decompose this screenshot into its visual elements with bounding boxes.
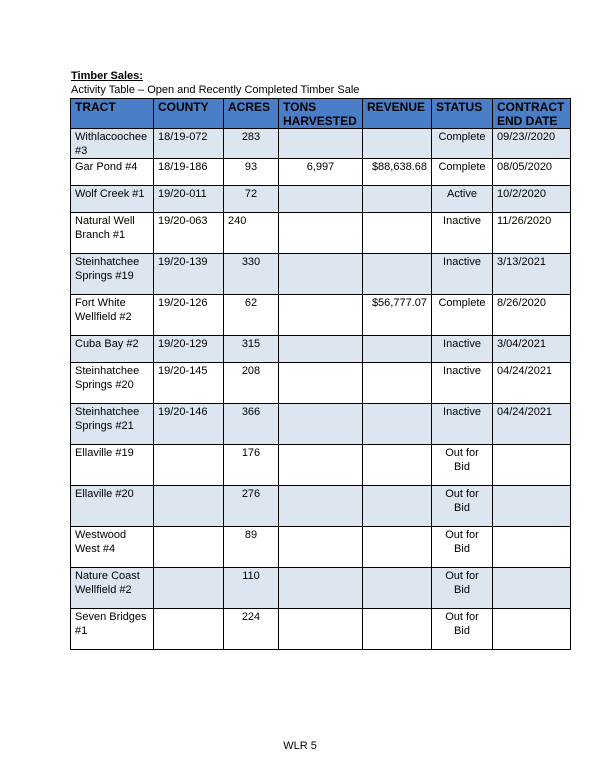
cell-revenue: $56,777.07	[363, 295, 432, 336]
header-county: COUNTY	[154, 99, 224, 129]
cell-acres: 330	[224, 254, 279, 295]
cell-revenue	[363, 129, 432, 159]
cell-status: Complete	[432, 159, 493, 186]
cell-status: Out for Bid	[432, 609, 493, 650]
cell-end-date	[493, 445, 571, 486]
cell-tract: Steinhatchee Springs #21	[71, 404, 154, 445]
header-acres: ACRES	[224, 99, 279, 129]
table-row	[71, 486, 571, 527]
cell-tract: Seven Bridges #1	[71, 609, 154, 650]
table-caption: Activity Table – Open and Recently Completed Timber Sale	[71, 84, 360, 96]
cell-county	[154, 568, 224, 609]
cell-county	[154, 527, 224, 568]
cell-acres: 72	[224, 186, 279, 213]
cell-revenue	[363, 186, 432, 213]
table-row	[71, 527, 571, 568]
cell-acres: 89	[224, 527, 279, 568]
cell-acres: 62	[224, 295, 279, 336]
cell-tons	[279, 213, 363, 254]
cell-county	[154, 445, 224, 486]
cell-county: 19/20-011	[154, 186, 224, 213]
cell-county: 18/19-072	[154, 129, 224, 159]
cell-tract: Steinhatchee Springs #20	[71, 363, 154, 404]
table-row	[71, 159, 571, 186]
table-row	[71, 609, 571, 650]
cell-county: 19/20-139	[154, 254, 224, 295]
cell-acres: 93	[224, 159, 279, 186]
cell-tons	[279, 445, 363, 486]
cell-tract: Wolf Creek #1	[71, 186, 154, 213]
cell-end-date: 3/04/2021	[493, 336, 571, 363]
cell-tons: 6,997	[279, 159, 363, 186]
cell-tons	[279, 295, 363, 336]
cell-status: Inactive	[432, 336, 493, 363]
cell-tract: Steinhatchee Springs #19	[71, 254, 154, 295]
cell-county: 19/20-145	[154, 363, 224, 404]
cell-acres: 240	[224, 213, 279, 254]
header-status: STATUS	[432, 99, 493, 129]
cell-county: 19/20-129	[154, 336, 224, 363]
cell-acres: 276	[224, 486, 279, 527]
cell-status: Complete	[432, 295, 493, 336]
table-row	[71, 336, 571, 363]
cell-status: Complete	[432, 129, 493, 159]
table-row	[71, 186, 571, 213]
cell-tons	[279, 186, 363, 213]
cell-status: Active	[432, 186, 493, 213]
page-footer-label: WLR 5	[283, 740, 317, 752]
cell-county: 19/20-063	[154, 213, 224, 254]
header-revenue: REVENUE	[363, 99, 432, 129]
cell-end-date: 04/24/2021	[493, 404, 571, 445]
cell-tract: Fort White Wellfield #2	[71, 295, 154, 336]
table-row	[71, 129, 571, 159]
table-header-row	[71, 99, 571, 129]
cell-status: Inactive	[432, 254, 493, 295]
cell-tons	[279, 527, 363, 568]
cell-end-date	[493, 486, 571, 527]
cell-end-date: 09/23//2020	[493, 129, 571, 159]
section-title: Timber Sales:	[71, 70, 143, 82]
cell-tract: Gar Pond #4	[71, 159, 154, 186]
table-row	[71, 568, 571, 609]
cell-end-date: 3/13/2021	[493, 254, 571, 295]
cell-revenue	[363, 363, 432, 404]
cell-tract: Natural Well Branch #1	[71, 213, 154, 254]
header-contract-end-date: CONTRACT END DATE	[493, 99, 571, 129]
cell-revenue	[363, 254, 432, 295]
cell-tract: Withlacoochee #3	[71, 129, 154, 159]
table-row	[71, 445, 571, 486]
timber-sales-table	[70, 98, 571, 650]
cell-status: Out for Bid	[432, 527, 493, 568]
cell-tract: Westwood West #4	[71, 527, 154, 568]
cell-tons	[279, 486, 363, 527]
cell-acres: 224	[224, 609, 279, 650]
cell-acres: 366	[224, 404, 279, 445]
header-tract: TRACT	[71, 99, 154, 129]
cell-end-date: 10/2/2020	[493, 186, 571, 213]
cell-end-date	[493, 568, 571, 609]
table-row	[71, 404, 571, 445]
cell-tract: Nature Coast Wellfield #2	[71, 568, 154, 609]
cell-revenue	[363, 527, 432, 568]
table-row	[71, 254, 571, 295]
cell-revenue	[363, 404, 432, 445]
cell-status: Out for Bid	[432, 445, 493, 486]
cell-revenue	[363, 445, 432, 486]
cell-county	[154, 486, 224, 527]
cell-tons	[279, 609, 363, 650]
cell-county: 19/20-126	[154, 295, 224, 336]
cell-status: Inactive	[432, 363, 493, 404]
cell-county: 19/20-146	[154, 404, 224, 445]
cell-tract: Ellaville #19	[71, 445, 154, 486]
cell-end-date	[493, 527, 571, 568]
cell-status: Inactive	[432, 213, 493, 254]
cell-tons	[279, 129, 363, 159]
cell-status: Inactive	[432, 404, 493, 445]
header-tons-harvested: TONS HARVESTED	[279, 99, 363, 129]
cell-tons	[279, 404, 363, 445]
cell-acres: 208	[224, 363, 279, 404]
cell-end-date: 8/26/2020	[493, 295, 571, 336]
cell-status: Out for Bid	[432, 568, 493, 609]
cell-county: 18/19-186	[154, 159, 224, 186]
cell-end-date: 08/05/2020	[493, 159, 571, 186]
cell-tons	[279, 254, 363, 295]
cell-end-date: 11/26/2020	[493, 213, 571, 254]
cell-acres: 315	[224, 336, 279, 363]
cell-revenue	[363, 213, 432, 254]
cell-revenue: $88,638.68	[363, 159, 432, 186]
cell-county	[154, 609, 224, 650]
cell-revenue	[363, 336, 432, 363]
cell-tons	[279, 363, 363, 404]
cell-tons	[279, 336, 363, 363]
table-row	[71, 363, 571, 404]
table-row	[71, 213, 571, 254]
cell-tons	[279, 568, 363, 609]
cell-revenue	[363, 568, 432, 609]
cell-acres: 110	[224, 568, 279, 609]
cell-tract: Ellaville #20	[71, 486, 154, 527]
cell-end-date: 04/24/2021	[493, 363, 571, 404]
table-row	[71, 295, 571, 336]
cell-status: Out for Bid	[432, 486, 493, 527]
cell-tract: Cuba Bay #2	[71, 336, 154, 363]
cell-end-date	[493, 609, 571, 650]
cell-acres: 176	[224, 445, 279, 486]
cell-revenue	[363, 609, 432, 650]
cell-revenue	[363, 486, 432, 527]
cell-acres: 283	[224, 129, 279, 159]
